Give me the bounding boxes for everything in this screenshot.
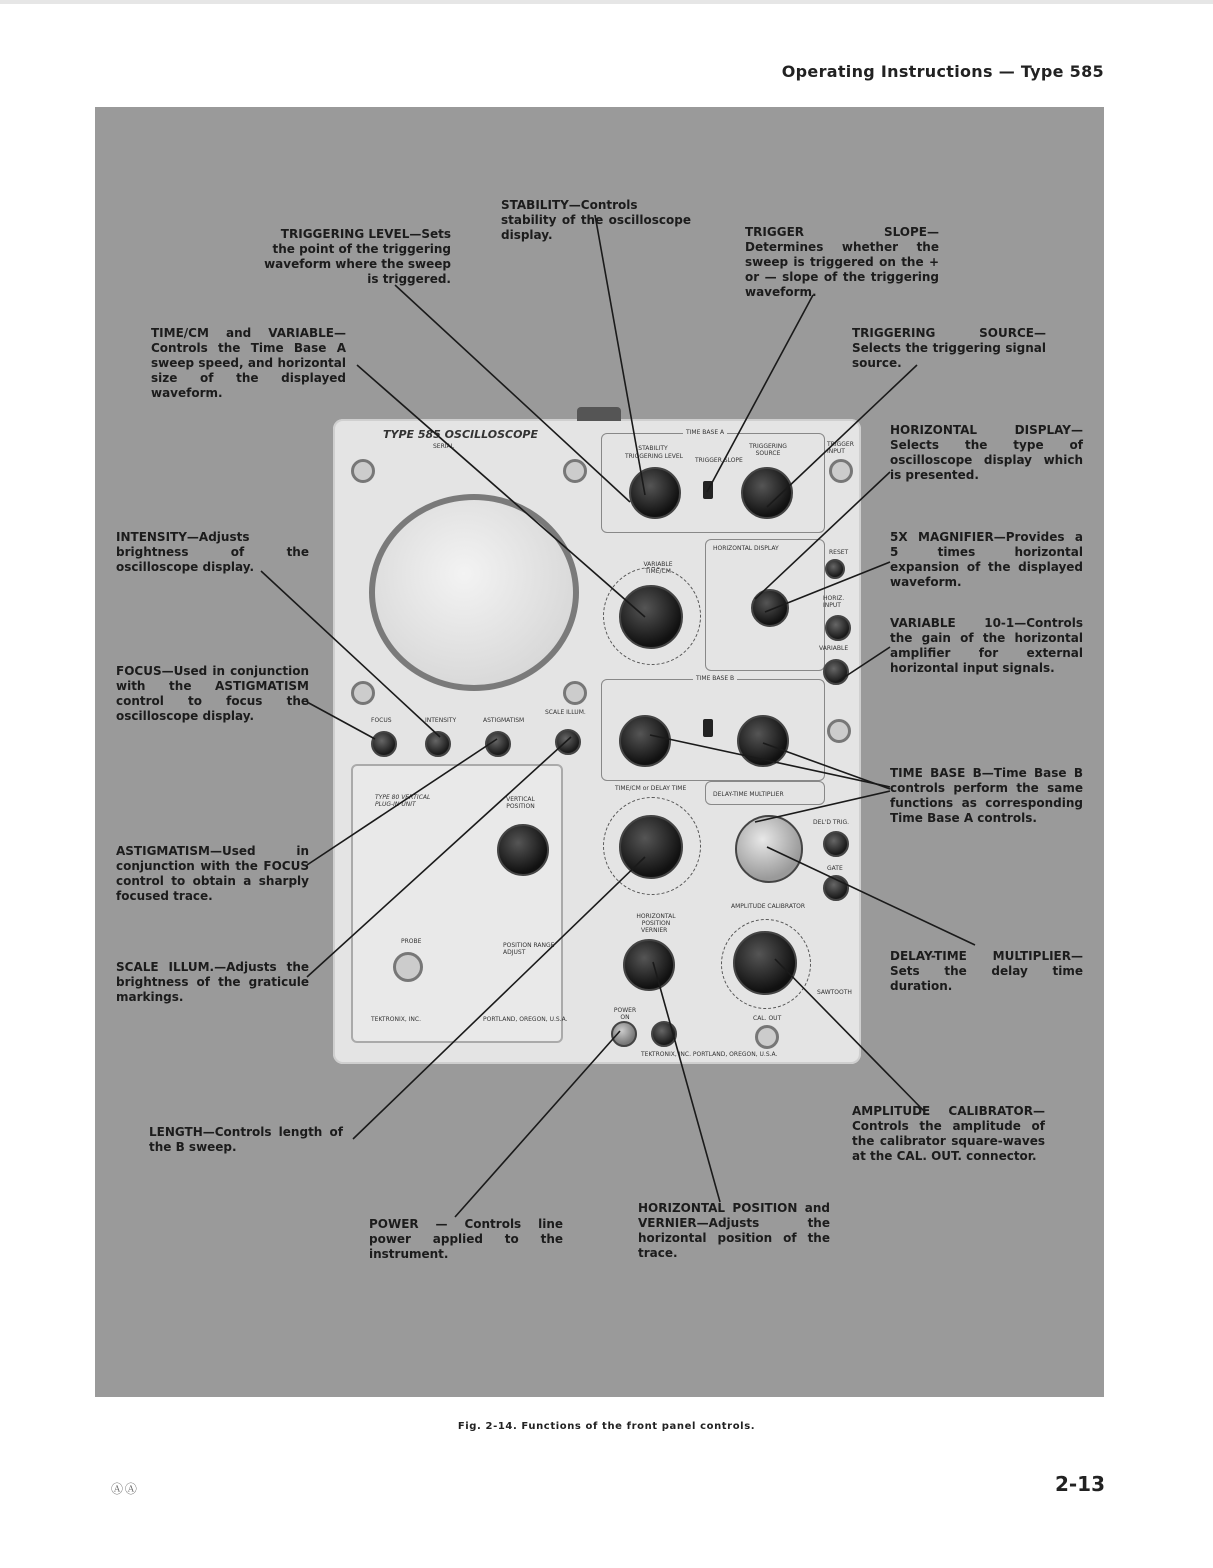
power-annotation: POWER — Controls line power applied to the instrument. <box>369 1217 563 1261</box>
triggering-source-annotation: TRIGGERING SOURCE—Selects the triggering signal source. <box>852 326 1046 370</box>
scope-title: TYPE 585 OSCILLOSCOPE <box>383 428 539 441</box>
sawtooth-label: SAWTOOTH <box>817 989 852 996</box>
leader-scale-illum <box>307 737 571 977</box>
figure-photo <box>95 107 1104 1397</box>
leader-time-cm <box>357 365 645 617</box>
deld-trig-label: DEL'D TRIG. <box>813 819 850 826</box>
top-rule <box>0 0 1213 4</box>
leader-trigger-slope <box>707 295 813 492</box>
magnifier-annotation: 5X MAGNIFIER—Provides a 5 times horizontal expansion of the displayed waveform. <box>890 530 1083 589</box>
leader-time-base-b-3 <box>755 791 890 822</box>
intensity-panel-label: INTENSITY <box>425 717 457 724</box>
intensity-annotation: INTENSITY—Adjusts brightness of the oscilloscope display. <box>116 530 309 574</box>
triggering-source-panel-label: TRIGGERING SOURCE <box>749 443 787 457</box>
leader-horizontal-position <box>653 962 720 1202</box>
scale-illum-panel-label: SCALE ILLUM. <box>545 709 586 716</box>
plugin-title: TYPE 80 VERTICAL PLUG-IN UNIT <box>375 794 431 808</box>
horizontal-position-annotation: HORIZONTAL POSITION and VERNIER—Adjusts the horizontal position of the trace. <box>638 1201 830 1260</box>
maker-line-label: TEKTRONIX, INC. PORTLAND, OREGON, U.S.A. <box>641 1051 778 1058</box>
serial-label: SERIAL <box>433 443 454 450</box>
leader-stability <box>595 215 645 495</box>
time-cm-delay-label: TIME/CM or DELAY TIME <box>615 785 687 792</box>
gate-label: GATE <box>827 865 843 872</box>
triggering-level-panel-label: TRIGGERING LEVEL <box>624 453 684 460</box>
portland-label: PORTLAND, OREGON, U.S.A. <box>483 1016 568 1023</box>
amplitude-calibrator-annotation: AMPLITUDE CALIBRATOR—Controls the amplitude of the calibrator square-waves at the CAL. OUT. connector. <box>852 1104 1045 1163</box>
length-annotation: LENGTH—Controls length of the B sweep. <box>149 1125 343 1154</box>
running-header: Operating Instructions — Type 585 <box>781 62 1104 81</box>
figure-caption: Fig. 2-14. Functions of the front panel controls. <box>457 1421 756 1432</box>
time-cm-variable-annotation: TIME/CM and VARIABLE—Controls the Time Base A sweep speed, and horizontal size of the displayed waveform. <box>151 326 346 400</box>
time-base-a-label: TIME BASE A <box>683 429 727 436</box>
leader-time-base-b-2 <box>763 743 890 789</box>
leader-focus <box>307 702 375 739</box>
horiz-input-panel-label: HORIZ. INPUT <box>823 595 845 609</box>
leader-magnifier <box>765 562 890 612</box>
reset-panel-label: RESET <box>829 549 849 556</box>
horizontal-position-panel-label: HORIZONTAL POSITION <box>636 913 676 927</box>
trigger-slope-annotation: TRIGGER SLOPE—Determines whether the sweep is triggered on the + or — slope of the triggering waveform. <box>745 225 939 299</box>
delay-time-multiplier-panel-label: DELAY-TIME MULTIPLIER <box>713 791 784 798</box>
leader-variable-10-1 <box>837 647 890 682</box>
horizontal-display-panel-label: HORIZONTAL DISPLAY <box>713 545 779 552</box>
page-number: 2-13 <box>1054 1472 1105 1496</box>
triggering-level-annotation: TRIGGERING LEVEL—Sets the point of the triggering waveform where the sweep is triggered. <box>264 227 451 286</box>
leader-astigmatism <box>307 739 497 865</box>
trigger-slope-panel-label: TRIGGER SLOPE <box>695 457 743 464</box>
variable-10-1-annotation: VARIABLE 10-1—Controls the gain of the horizontal amplifier for external horizontal input signals. <box>890 616 1083 675</box>
trigger-input-panel-label: TRIGGER INPUT <box>827 441 854 455</box>
leader-triggering-level <box>395 285 630 502</box>
delay-time-multiplier-annotation: DELAY-TIME MULTIPLIER—Sets the delay time duration. <box>890 949 1083 993</box>
focus-annotation: FOCUS—Used in conjunction with the ASTIGMATISM control to focus the oscilloscope display. <box>116 664 309 723</box>
probe-label: PROBE <box>401 938 422 945</box>
amplitude-calibrator-panel-label: AMPLITUDE CALIBRATOR <box>731 903 806 910</box>
time-base-b-panel-label: TIME BASE B <box>693 675 737 682</box>
leader-time-base-b-1 <box>650 735 890 787</box>
time-base-b-annotation: TIME BASE B—Time Base B controls perform the same functions as corresponding Time Base A controls. <box>890 766 1083 825</box>
focus-panel-label: FOCUS <box>371 717 392 724</box>
astigmatism-annotation: ASTIGMATISM—Used in conjunction with the FOCUS control to obtain a sharply focused trace. <box>116 844 309 903</box>
cal-out-panel-label: CAL. OUT <box>753 1015 782 1022</box>
position-range-adjust-label: POSITION RANGE ADJUST <box>503 942 555 956</box>
leader-lines <box>95 107 1104 1397</box>
variable-time-cm-label: VARIABLE TIME/CM <box>643 561 673 575</box>
variable-panel-label: VARIABLE <box>819 645 849 652</box>
vertical-position-label: VERTICAL POSITION <box>506 796 535 810</box>
vernier-panel-label: VERNIER <box>641 927 668 934</box>
publisher-logo-icon: Ⓐ Ⓐ <box>111 1482 136 1496</box>
leader-horizontal-display <box>755 472 890 599</box>
stability-panel-label: STABILITY <box>638 445 668 452</box>
leader-length <box>353 857 645 1139</box>
tektronix-label: TEKTRONIX, INC. <box>371 1016 422 1023</box>
scale-illum-annotation: SCALE ILLUM.—Adjusts the brightness of the graticule markings. <box>116 960 309 1004</box>
horizontal-display-annotation: HORIZONTAL DISPLAY—Selects the type of oscilloscope display which is presented. <box>890 423 1083 482</box>
astigmatism-panel-label: ASTIGMATISM <box>483 717 525 724</box>
power-on-panel-label: POWER ON <box>613 1007 637 1021</box>
leader-delay-time-multiplier <box>767 847 975 945</box>
leader-power <box>455 1031 620 1217</box>
stability-annotation: STABILITY—Controls stability of the oscilloscope display. <box>501 198 691 242</box>
